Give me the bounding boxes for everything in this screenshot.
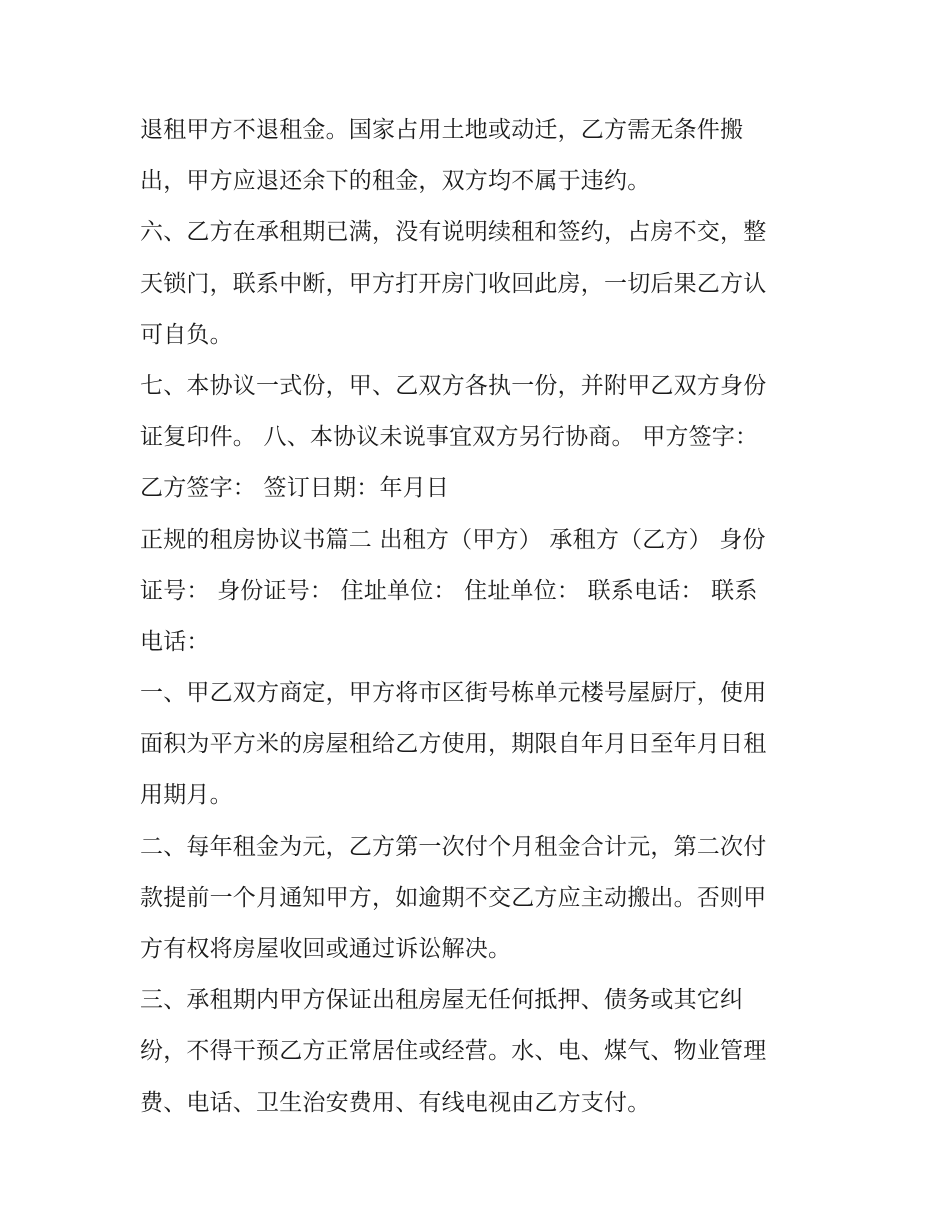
- text-line: 电话：: [140, 628, 210, 655]
- text-line: 退租甲方不退租金。国家占用土地或动迁，乙方需无条件搬: [140, 117, 744, 143]
- text-line: 面积为平方米的房屋租给乙方使用，期限自年月日至年月日租: [140, 731, 767, 758]
- text-line: 乙方签字： 签订日期：年月日: [140, 475, 450, 502]
- text-line: 款提前一个月通知甲方，如逾期不交乙方应主动搬出。否则甲: [140, 884, 767, 911]
- text-line: 证复印件。 八、本协议未说事宜双方另行协商。 甲方签字：: [140, 424, 759, 451]
- text-line: 用期月。: [140, 782, 233, 809]
- text-line: 一、甲乙双方商定，甲方将市区街号栋单元楼号屋厨厅，使用: [140, 680, 767, 707]
- text-line: 七、本协议一式份，甲、乙双方各执一份，并附甲乙双方身份: [140, 372, 767, 399]
- text-line: 二、每年租金为元，乙方第一次付个月租金合计元，第二次付: [140, 833, 767, 860]
- text-line: 天锁门，联系中断，甲方打开房门收回此房，一切后果乙方认: [140, 270, 767, 297]
- text-line: 六、乙方在承租期已满，没有说明续租和签约，占房不交，整: [140, 219, 767, 246]
- text-line: 纷，不得干预乙方正常居住或经营。水、电、煤气、物业管理: [140, 1038, 767, 1065]
- text-line: 出，甲方应退还余下的租金，双方均不属于违约。: [140, 168, 651, 195]
- text-line: 方有权将房屋收回或通过诉讼解决。: [140, 936, 512, 962]
- document-body: [140, 105, 830, 1129]
- text-line: 三、承租期内甲方保证出租房屋无任何抵押、债务或其它纠: [140, 987, 744, 1014]
- text-line: 证号： 身份证号： 住址单位： 住址单位： 联系电话： 联系: [140, 577, 758, 604]
- text-line: 可自负。: [140, 321, 233, 348]
- text-line: 费、电话、卫生治安费用、有线电视由乙方支付。: [140, 1089, 651, 1116]
- text-line: 正规的租房协议书篇二 出租方（甲方） 承租方（乙方） 身份: [140, 526, 766, 553]
